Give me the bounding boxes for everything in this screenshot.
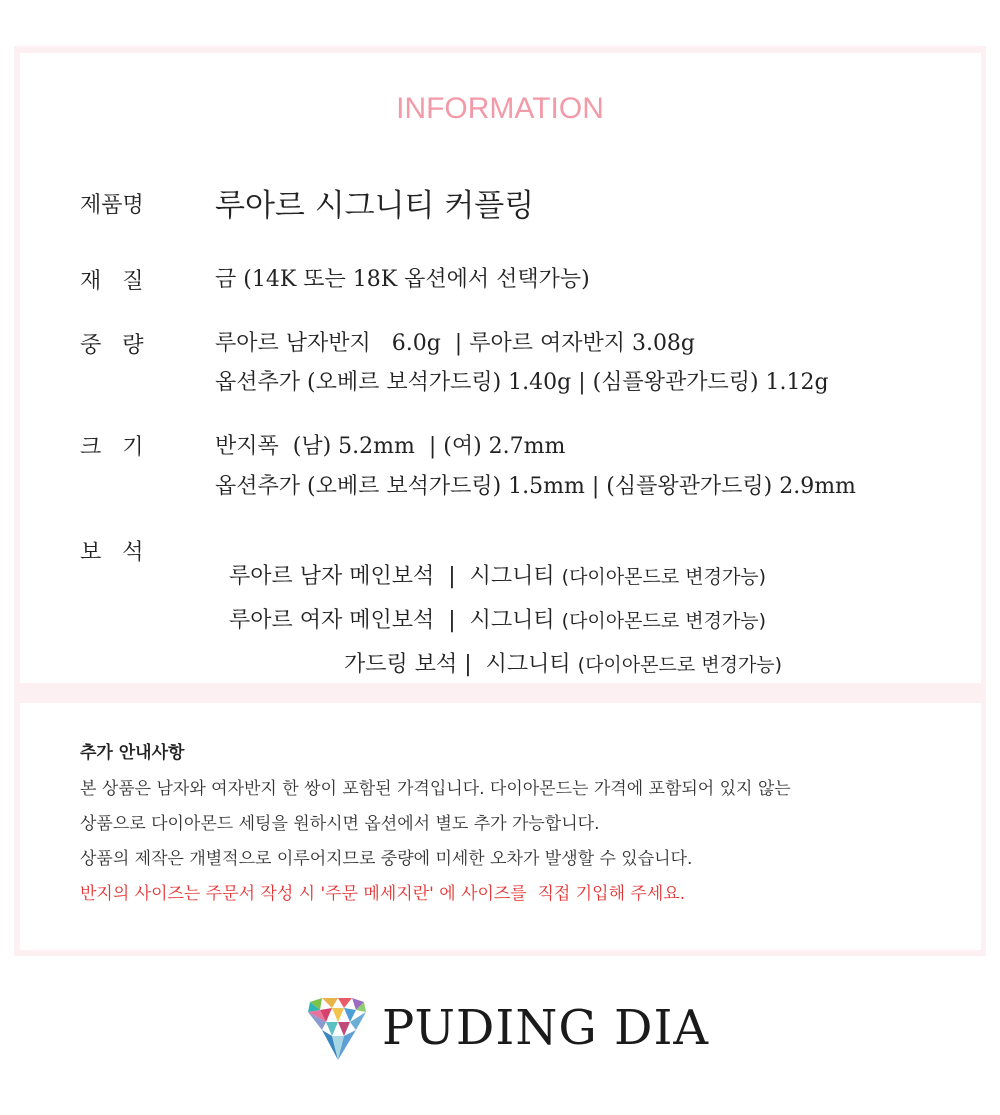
product-name: 루아르 시그니티 커플링: [215, 188, 535, 224]
note-line-3: 상품의 제작은 개별적으로 이루어지므로 중량에 미세한 오차가 발생할 수 있습니다.: [80, 849, 693, 869]
gem-line-1-main: 루아르 남자 메인보석 | 시그니티: [229, 564, 562, 589]
size-line-2: 옵션추가 (오베르 보석가드링) 1.5mm | (심플왕관가드링) 2.9mm: [215, 474, 856, 499]
label-gem: 보 석: [80, 540, 144, 565]
label-weight: 중 량: [80, 333, 144, 358]
size-line-1: 반지폭 (남) 5.2mm | (여) 2.7mm: [215, 434, 566, 459]
note-line-2: 상품으로 다이아몬드 세팅을 원하시면 옵션에서 별도 추가 가능합니다.: [80, 814, 600, 834]
information-heading: INFORMATION: [396, 92, 604, 125]
gem-line-3-main: 가드링 보석 | 시그니티: [344, 652, 578, 677]
gem-line-2-note: (다이아몬드로 변경가능): [561, 610, 767, 632]
gem-line-1-note: (다이아몬드로 변경가능): [561, 566, 767, 588]
label-material: 재 질: [80, 269, 144, 294]
note-line-1: 본 상품은 남자와 여자반지 한 쌍이 포함된 가격입니다. 다이아몬드는 가격에 포함되어 있지 않는: [80, 779, 791, 799]
label-size: 크 기: [80, 435, 144, 460]
diamond-logo-icon: [308, 996, 368, 1066]
weight-line-1: 루아르 남자반지 6.0g | 루아르 여자반지 3.08g: [215, 331, 696, 356]
brand-name: PUDING DIA: [382, 1000, 710, 1056]
label-product-name: 제품명: [80, 193, 144, 218]
notes-title: 추가 안내사항: [80, 743, 185, 763]
weight-line-2: 옵션추가 (오베르 보석가드링) 1.40g | (심플왕관가드링) 1.12g: [215, 370, 829, 395]
gem-line-2-main: 루아르 여자 메인보석 | 시그니티: [229, 608, 562, 633]
gem-line-3-note: (다이아몬드로 변경가능): [577, 654, 783, 676]
note-size-warning: 반지의 사이즈는 주문서 작성 시 '주문 메세지란' 에 사이즈를 직접 기입해 주세요.: [80, 884, 686, 904]
gem-line-3: [330, 622, 782, 678]
material-value: 금 (14K 또는 18K 옵션에서 선택가능): [215, 267, 590, 292]
